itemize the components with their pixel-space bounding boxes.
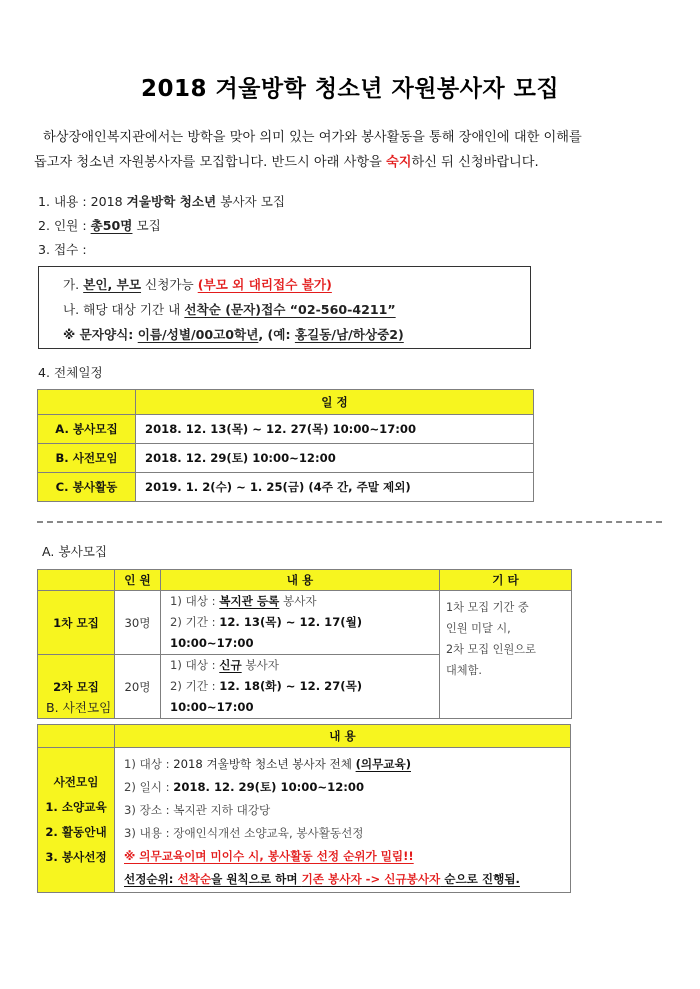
row-label: C. 봉사활동 bbox=[38, 473, 136, 502]
apply-text: 신청가능 bbox=[141, 277, 198, 292]
apply-line-3 bbox=[63, 322, 530, 347]
side-line: 2. 활동안내 bbox=[45, 825, 107, 839]
row-period bbox=[170, 676, 439, 718]
intro-line-2 bbox=[34, 150, 674, 175]
table-header: 일 정 bbox=[136, 390, 534, 415]
pre-bold: 2018. 12. 29(토) 10:00~12:00 bbox=[173, 780, 365, 794]
table-row bbox=[38, 444, 534, 473]
page-title: 2018 겨울방학 청소년 자원봉사자 모집 bbox=[140, 76, 560, 102]
recruit-label: A. 봉사모집 bbox=[42, 544, 108, 559]
table-row bbox=[38, 748, 571, 893]
pre-warning: ※ 의무교육이며 미이수 시, 봉사활동 선정 순위가 밀림!! bbox=[124, 849, 414, 863]
pre-bold: (의무교육) bbox=[355, 757, 411, 771]
row-text: 2) 기간 : bbox=[170, 615, 220, 629]
note-line: 인원 미달 시, bbox=[446, 622, 511, 635]
row-text: 봉사자 bbox=[279, 594, 317, 608]
item-text: 2. 인원 : bbox=[38, 218, 91, 233]
section-divider bbox=[37, 521, 662, 523]
apply-text: 가. bbox=[63, 277, 84, 292]
table-row bbox=[38, 591, 572, 655]
schedule-table bbox=[37, 389, 534, 502]
item-bold: 겨울방학 청소년 bbox=[126, 194, 217, 209]
row-bold: 12. 13(목) ~ 12. 17(월) 10:00~17:00 bbox=[170, 615, 363, 650]
pre-text: 을 원칙으로 하며 bbox=[211, 872, 302, 886]
row-label: B. 사전모임 bbox=[38, 444, 136, 473]
row-bold: 12. 18(화) ~ 12. 27(목) 10:00~17:00 bbox=[170, 679, 363, 714]
item-apply: 3. 접수 : bbox=[38, 242, 87, 257]
apply-line-1 bbox=[63, 272, 530, 297]
apply-phone: 선착순 (문자)접수 “02-560-4211” bbox=[184, 302, 396, 317]
row-bold: 복지관 등록 bbox=[219, 594, 280, 608]
table-header-empty bbox=[38, 390, 136, 415]
apply-box bbox=[38, 266, 531, 349]
pre-place: 3) 장소 : 복지관 지하 대강당 bbox=[124, 803, 271, 817]
pre-target bbox=[124, 753, 570, 776]
intro-text: 돕고자 청소년 자원봉사자를 모집합니다. 반드시 아래 사항을 bbox=[34, 155, 387, 170]
intro-paragraph bbox=[34, 125, 674, 175]
apply-bold: 본인, 부모 bbox=[83, 277, 142, 292]
item-bold: 총50명 bbox=[90, 218, 133, 233]
apply-line-2 bbox=[63, 297, 530, 322]
row-label: 1차 모집 bbox=[38, 591, 115, 655]
table-row bbox=[38, 473, 534, 502]
row-note bbox=[440, 591, 572, 719]
schedule-label: 4. 전체일정 bbox=[38, 365, 103, 380]
apply-example: 홍길동/남/하상중2) bbox=[294, 327, 404, 342]
table-header: 내 용 bbox=[115, 725, 571, 748]
row-text: 2) 기간 : bbox=[170, 679, 220, 693]
table-header-row bbox=[38, 570, 572, 591]
row-value: 2019. 1. 2(수) ~ 1. 25(금) (4주 간, 주말 제외) bbox=[136, 473, 534, 502]
table-header-row bbox=[38, 390, 534, 415]
side-line: 1. 소양교육 bbox=[45, 800, 107, 814]
item-text: 봉사자 모집 bbox=[216, 194, 286, 209]
table-header-content: 내 용 bbox=[161, 570, 440, 591]
table-header-empty bbox=[38, 725, 115, 748]
row-text: 1) 대상 : bbox=[170, 658, 220, 672]
table-header-etc: 기 타 bbox=[440, 570, 572, 591]
row-value: 2018. 12. 29(토) 10:00~12:00 bbox=[136, 444, 534, 473]
row-label: 2차 모집 bbox=[38, 655, 115, 719]
table-row bbox=[38, 415, 534, 444]
table-header-row bbox=[38, 725, 571, 748]
intro-line-1: 하상장애인복지관에서는 방학을 맞아 의미 있는 여가와 봉사활동을 통해 장애인에 대한 이해를 bbox=[43, 130, 582, 145]
pre-text: 2018 겨울방학 청소년 봉사자 전체 bbox=[173, 757, 356, 771]
pre-meeting-label: B. 사전모임 bbox=[46, 700, 112, 715]
pre-text: 2) 일시 : bbox=[124, 780, 174, 794]
row-content bbox=[161, 655, 440, 719]
side-line: 3. 봉사선정 bbox=[45, 850, 107, 864]
row-label: A. 봉사모집 bbox=[38, 415, 136, 444]
row-count: 20명 bbox=[115, 655, 161, 719]
row-target bbox=[170, 591, 439, 612]
apply-format: 이름/성별/00고0학년 bbox=[137, 327, 259, 342]
table-header-count: 인 원 bbox=[115, 570, 161, 591]
pre-red: 기존 봉사자 -> 신규봉사자 bbox=[301, 872, 441, 886]
row-content bbox=[115, 748, 571, 893]
item-people bbox=[38, 215, 161, 234]
pre-text: 순으로 진행됨. bbox=[440, 872, 520, 886]
row-count: 30명 bbox=[115, 591, 161, 655]
note-line: 1차 모집 기간 중 bbox=[446, 601, 529, 614]
intro-text: 하신 뒤 신청바랍니다. bbox=[411, 155, 539, 170]
row-text: 1) 대상 : bbox=[170, 594, 220, 608]
pre-date bbox=[124, 776, 570, 799]
pre-content: 3) 내용 : 장애인식개선 소양교육, 봉사활동선정 bbox=[124, 826, 364, 840]
row-bold: 신규 bbox=[219, 658, 242, 672]
pre-text: 1) 대상 : bbox=[124, 757, 174, 771]
pre-red: 선착순 bbox=[177, 872, 212, 886]
pre-meeting-table bbox=[37, 724, 571, 893]
pre-text: 선정순위: bbox=[124, 872, 178, 886]
intro-highlight: 숙지 bbox=[386, 155, 412, 170]
note-line: 2차 모집 인원으로 bbox=[446, 643, 536, 656]
apply-text: ※ 문자양식: bbox=[63, 327, 138, 342]
row-period bbox=[170, 612, 439, 654]
row-content bbox=[161, 591, 440, 655]
row-label bbox=[38, 748, 115, 893]
item-text: 1. 내용 : 2018 bbox=[38, 194, 127, 209]
apply-text: , (예: bbox=[258, 327, 295, 342]
row-target bbox=[170, 655, 439, 676]
apply-text: 나. 해당 대상 기간 내 bbox=[63, 302, 185, 317]
pre-order bbox=[124, 868, 570, 891]
table-header-empty bbox=[38, 570, 115, 591]
apply-red: (부모 외 대리접수 불가) bbox=[197, 277, 332, 292]
item-content bbox=[38, 191, 285, 210]
side-line: 사전모임 bbox=[53, 775, 99, 789]
row-text: 봉사자 bbox=[241, 658, 279, 672]
item-text: 모집 bbox=[132, 218, 161, 233]
recruit-table bbox=[37, 569, 572, 719]
note-line: 대체함. bbox=[446, 664, 482, 677]
row-value: 2018. 12. 13(목) ~ 12. 27(목) 10:00~17:00 bbox=[136, 415, 534, 444]
